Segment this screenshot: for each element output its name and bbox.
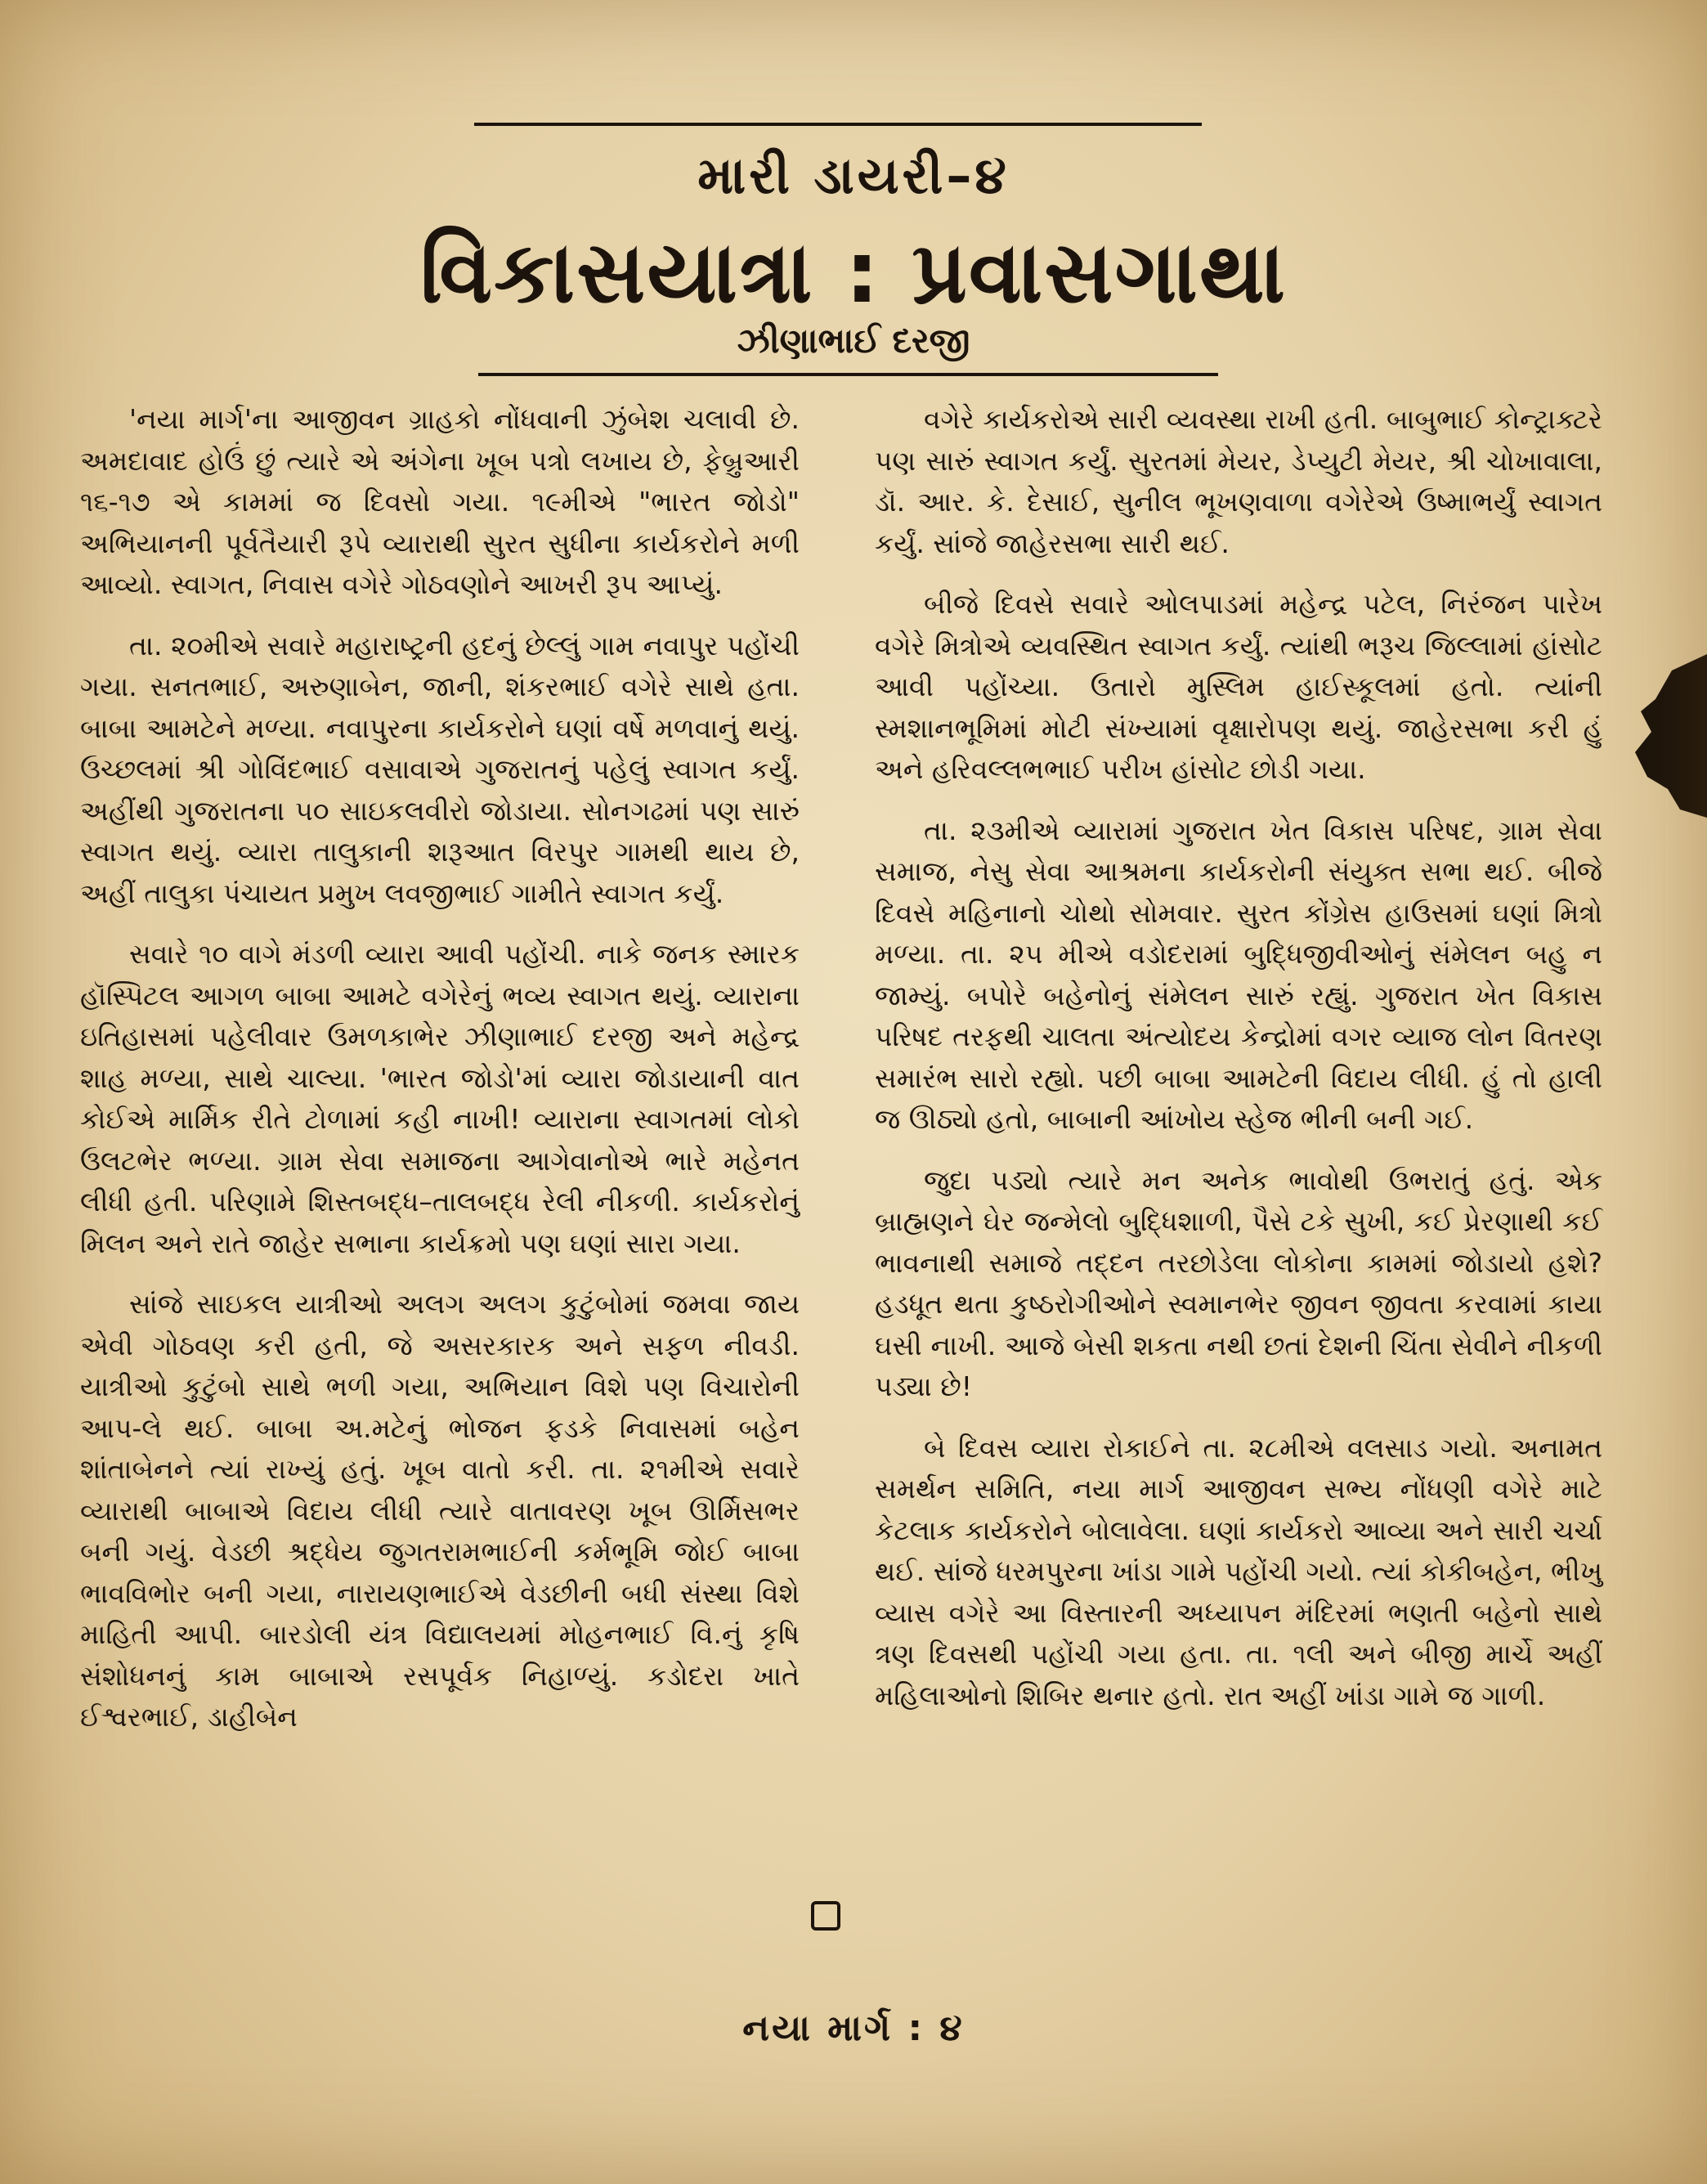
paragraph: સવારે ૧૦ વાગે મંડળી વ્યારા આવી પહોંચી. નાકે જનક સ્મારક હૉસ્પિટલ આગળ બાબા આમટે વગેરેનું ભવ્ય સ્વાગત થયું. વ્યારાના ઇતિહાસમાં પહેલીવાર ઉમળકાભેર ઝીણાભાઈ દરજી અને મહેન્દ્ર શાહ મળ્યા, સાથે ચાલ્યા. 'ભારત જોડો'માં વ્યારા જોડાયાની વાત કોઈએ માર્મિક રીતે ટોળામાં કહી નાખી! વ્યારાના સ્વાગતમાં લોકો ઉલટભેર ભળ્યા. ગ્રામ સેવા સમાજના આગેવાનોએ ભારે મહેનત લીધી હતી. પરિણામે શિસ્તબદ્ધ–તાલબદ્ધ રેલી નીકળી. કાર્યકરોનું મિલન અને રાતે જાહેર સભાના કાર્યક્રમો પણ ઘણાં સારા ગયા. [80,938,800,1259]
left-text-column [80,399,800,1758]
paragraph: તા. ૨૦મીએ સવારે મહારાષ્ટ્રની હદનું છેલ્લું ગામ નવાપુર પહોંચી ગયા. સનતભાઈ, અરુણાબેન, જાની, શંકરભાઈ વગેરે સાથે હતા. બાબા આમટેને મળ્યા. નવાપુરના કાર્યકરોને ઘણાં વર્ષે મળવાનું થયું. ઉચ્છલમાં શ્રી ગોવિંદભાઈ વસાવાએ ગુજરાતનું પહેલું સ્વાગત કર્યું. અહીંથી ગુજરાતના ૫૦ સાઇકલવીરો જોડાયા. સોનગઢમાં પણ સારું સ્વાગત થયું. વ્યારા તાલુકાની શરૂઆત વિરપુર ગામથી થાય છે, અહીં તાલુકા પંચાયત પ્રમુખ લવજીભાઈ ગામીતે સ્વાગત કર્યું. [80,629,800,909]
article-title: વિકાસયાત્રા : પ્રવાસગાથા [419,222,1288,322]
torn-edge-mark [1623,654,1707,818]
paragraph: તા. ૨૩મીએ વ્યારામાં ગુજરાત ખેત વિકાસ પરિષદ, ગ્રામ સેવા સમાજ, નેસુ સેવા આશ્રમના કાર્યકરોની સંયુક્ત સભા થઈ. બીજે દિવસે મહિનાનો ચોથો સોમવાર. સુરત કોંગ્રેસ હાઉસમાં ઘણાં મિત્રો મળ્યા. તા. ૨૫ મીએ વડોદરામાં બુદ્ધિજીવીઓનું સંમેલન બહુ ન જામ્યું. બપોરે બહેનોનું સંમેલન સારું રહ્યું. ગુજરાત ખેત વિકાસ પરિષદ તરફથી ચાલતા અંત્યોદય કેન્દ્રોમાં વગર વ્યાજ લોન વિતરણ સમારંભ સારો રહ્યો. પછી બાબા આમટેની વિદાય લીધી. હું તો હાલી જ ઊઠ્યો હતો, બાબાની આંખોય સ્હેજ ભીની બની ગઈ. [875,814,1602,1135]
header-bottom-rule [478,373,1218,376]
article-end-square-icon [811,1901,840,1931]
page-footer: નયા માર્ગ : ૪ [742,2007,965,2049]
paragraph: જુદા પડ્યો ત્યારે મન અનેક ભાવોથી ઉભરાતું હતું. એક બ્રાહ્મણને ઘેર જન્મેલો બુદ્ધિશાળી, પૈસે ટકે સુખી, કઈ પ્રેરણાથી કઈ ભાવનાથી સમાજે તદ્દન તરછોડેલા લોકોના કામમાં જોડાયો હશે? હડધૂત થતા કુષ્ઠરોગીઓને સ્વમાનભેર જીવન જીવતા કરવામાં કાયા ઘસી નાખી. આજે બેસી શકતા નથી છતાં દેશની ચિંતા સેવીને નીકળી પડ્યા છે! [875,1164,1602,1402]
header-top-rule [474,123,1202,126]
paragraph: વગેરે કાર્યકરોએ સારી વ્યવસ્થા રાખી હતી. બાબુભાઈ કોન્ટ્રાક્ટરે પણ સારું સ્વાગત કર્યું. સુરતમાં મેયર, ડેપ્યુટી મેયર, શ્રી ચોખાવાલા, ડૉ. આર. કે. દેસાઈ, સુનીલ ભૂખણવાળા વગેરેએ ઉષ્માભર્યું સ્વાગત કર્યું. સાંજે જાહેરસભા સારી થઈ. [875,403,1602,559]
paragraph: બે દિવસ વ્યારા રોકાઈને તા. ૨૮મીએ વલસાડ ગયો. અનામત સમર્થન સમિતિ, નયા માર્ગ આજીવન સભ્ય નોંધણી વગેરે માટે કેટલાક કાર્યકરોને બોલાવેલા. ઘણાં કાર્યકરો આવ્યા અને સારી ચર્ચા થઈ. સાંજે ધરમપુરના ખાંડા ગામે પહોંચી ગયો. ત્યાં કોકીબહેન, ભીખુ વ્યાસ વગેરે આ વિસ્તારની અધ્યાપન મંદિરમાં ભણતી બહેનો સાથે ત્રણ દિવસથી પહોંચી ગયા હતા. તા. ૧લી અને બીજી માર્ચે અહીં મહિલાઓનો શિબિર થનાર હતો. રાત અહીં ખાંડા ગામે જ ગાળી. [875,1431,1602,1711]
series-title: મારી ડાયરી–૪ [697,146,1010,205]
right-text-column [875,399,1602,1736]
paragraph: બીજે દિવસે સવારે ઓલપાડમાં મહેન્દ્ર પટેલ, નિરંજન પારેખ વગેરે મિત્રોએ વ્યવસ્થિત સ્વાગત કર્યું. ત્યાંથી ભરૂચ જિલ્લામાં હાંસોટ આવી પહોંચ્યા. ઉતારો મુસ્લિમ હાઈસ્કૂલમાં હતો. ત્યાંની સ્મશાનભૂમિમાં મોટી સંખ્યામાં વૃક્ષારોપણ થયું. જાહેરસભા કરી હું અને હરિવલ્લભભાઈ પરીખ હાંસોટ છોડી ગયા. [875,588,1602,785]
paragraph: 'નયા માર્ગ'ના આજીવન ગ્રાહકો નોંધવાની ઝુંબેશ ચલાવી છે. અમદાવાદ હોઉં છું ત્યારે એ અંગેના ખૂબ પત્રો લખાય છે, ફેબ્રુઆરી ૧૬-૧૭ એ કામમાં જ દિવસો ગયા. ૧૯મીએ "ભારત જોડો" અભિયાનની પૂર્વતૈયારી રૂપે વ્યારાથી સુરત સુધીના કાર્યકરોને મળી આવ્યો. સ્વાગત, નિવાસ વગેરે ગોઠવણોને આખરી રૂપ આપ્યું. [80,403,800,600]
paragraph: સાંજે સાઇકલ યાત્રીઓ અલગ અલગ કુટુંબોમાં જમવા જાય એવી ગોઠવણ કરી હતી, જે અસરકારક અને સફળ નીવડી. યાત્રીઓ કુટુંબો સાથે ભળી ગયા, અભિયાન વિશે પણ વિચારોની આપ-લે થઈ. બાબા અ.મટેનું ભોજન ફડકે નિવાસમાં બહેન શાંતાબેનને ત્યાં રાખ્યું હતું. ખૂબ વાતો કરી. તા. ૨૧મીએ સવારે વ્યારાથી બાબાએ વિદાય લીધી ત્યારે વાતાવરણ ખૂબ ઊર્મિસભર બની ગયું. વેડછી શ્રદ્ધેય જુગતરામભાઈની કર્મભૂમિ જોઈ બાબા ભાવવિભોર બની ગયા, નારાયણભાઈએ વેડછીની બધી સંસ્થા વિશે માહિતી આપી. બારડોલી યંત્ર વિદ્યાલયમાં મોહનભાઈ વિ.નું કૃષિ સંશોધનનું કામ બાબાએ રસપૂર્વક નિહાળ્યું. કડોદરા ખાતે ઈશ્વરભાઈ, ડાહીબેન [80,1288,800,1733]
author-name: ઝીણાભાઈ દરજી [737,321,970,361]
